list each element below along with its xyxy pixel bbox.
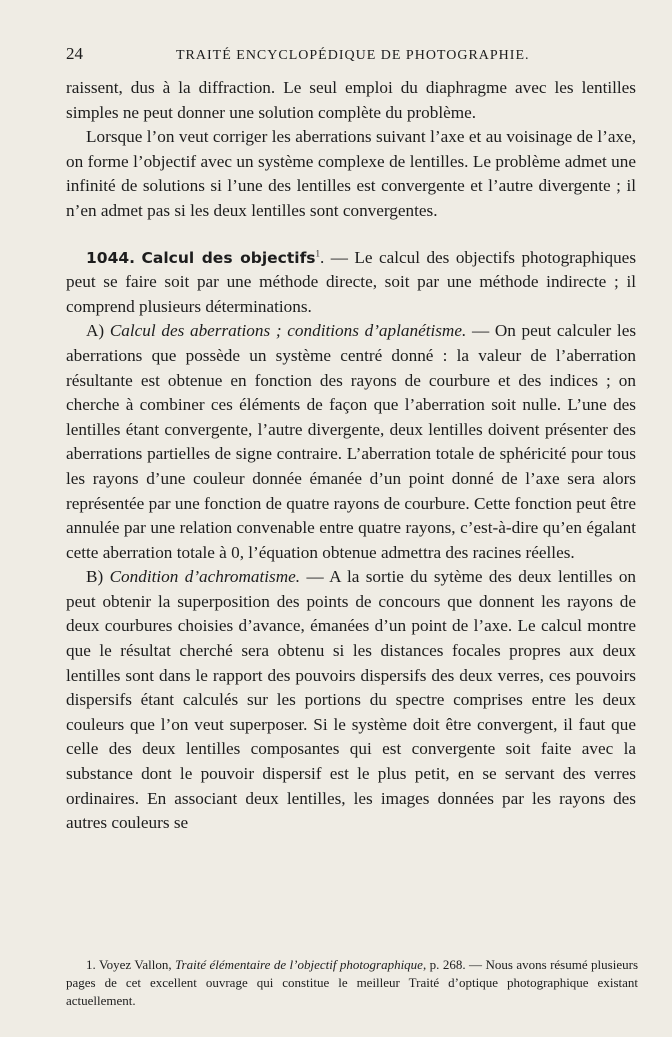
page-number: 24 [66,44,83,63]
footnote-reference: 1 [315,247,321,258]
section-number: 1044. [86,248,136,267]
paragraph-continuation: raissent, dus à la diffraction. Le seul emploi du diaphragme avec les lentilles simples ne peut donner une solution complète du problème. [66,78,636,122]
paragraph-b [66,565,636,836]
running-title: TRAITÉ ENCYCLOPÉDIQUE DE PHOTOGRAPHIE. [176,48,530,63]
footnote-marker: 1. [86,957,96,972]
body-text [66,76,636,836]
paragraph-a [66,319,636,565]
paragraph-lentilles: Lorsque l’on veut corriger les aberrations suivant l’axe et au voisinage de l’axe, on forme l’objectif avec un système complexe de lentilles. Le problème admet une infinité de solutions si l’une des lentilles est convergente et l’autre divergente ; il n’en admet pas si les deux lentilles sont convergentes. [66,127,636,220]
section-1044-paragraph [66,246,636,320]
section-intro-text: . — Le calcul des objectifs photographiques peut se faire soit par une méthode directe, soit par une méthode indirecte ; il comprend plusieurs déterminations. [66,247,637,316]
paragraph-a-title: Calcul des aberrations ; conditions d’aplanétisme. [109,321,467,341]
footnote-text-after: , p. 268. — Nous avons résumé plusieurs pages de cet excellent ouvrage qui constitue le meilleur Traité d’optique photographique existant actuellement. [66,957,638,1008]
paragraph-b-text: — A la sortie du sytème des deux lentilles on peut obtenir la superposition des points de concours que donnent les rayons de deux courbures choisies d’avance, émanées d’un point de l’axe. Le calcul montre que le résultat cherché sera obtenu si les distances focales propres aux deux lentilles sont dans le rapport des pouvoirs dispersifs des deux verres, ces pouvoirs dispersifs étant calculés sur les portions du spectre comprises entre les deux couleurs que l’on veut superposer. Si le système doit être convergent, il faut que celle des deux lentilles composantes qui est convergente soit faite avec la substance dont le pouvoir dispersif est le plus petit, en se servant des verres ordinaires. En associant deux lentilles, les images données par les rayons des autres couleurs se [66,567,637,833]
footnote-text-before: Voyez Vallon, [95,957,176,972]
paragraph-b-title: Condition d’achromatisme. [109,567,301,587]
footnote-book-title: Traité élémentaire de l’objectif photographique [175,957,423,972]
paragraph-a-label: A) [86,321,105,341]
footnote [66,956,638,1010]
paragraph-b-label: B) [86,567,104,587]
page-header [66,44,536,68]
section-title: Calcul des objectifs [141,248,316,267]
paragraph-a-text: — On peut calculer les aberrations que possède un système centré donné : la valeur de l’aberration résultante est obtenue en fonction des rayons de courbure et des indices ; on cherche à combiner ces éléments de façon que l’aberration soit nulle. L’une des lentilles étant convergente, l’autre divergente, deux lentilles doivent présenter des aberrations partielles de signe contraire. L’aberration totale de sphéricité pour tous les rayons d’une couleur donnée émanée d’un point donné de l’axe sera alors représentée par une fonction de quatre rayons de courbure. Cette fonction peut être annulée par une relation convenable entre quatre rayons, c’est-à-dire qu’en égalant cette aberration totale à 0, l’équation obtenue admettra des racines réelles. [66,321,637,562]
